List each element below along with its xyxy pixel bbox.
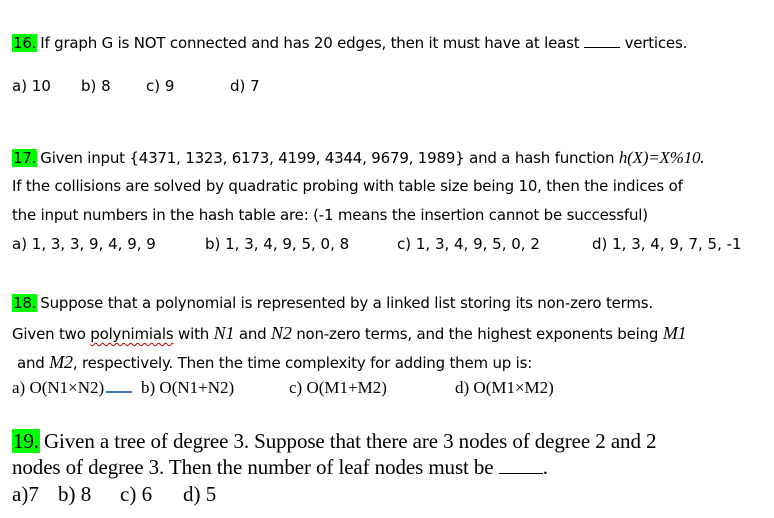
q18-option-b: b) O(N1+N2) [141,378,235,397]
q16-option-d: d) 7 [230,77,260,95]
q17-number: 17. [13,149,37,167]
q18-misspelled-word: polynimials [90,325,174,343]
q19-blank [499,457,543,474]
q16-number: 16. [13,34,37,52]
q19-option-a: a)7 [12,482,39,506]
q16-stem: If graph G is NOT connected and has 20 edges, then it must have at least [40,34,580,52]
q17-line-1 [12,148,704,168]
q19-option-c: c) 6 [120,482,153,506]
q17-option-c: c) 1, 3, 4, 9, 5, 0, 2 [397,235,540,253]
q18-option-d: d) O(M1×M2) [455,378,554,397]
q19-option-d: d) 5 [183,482,217,506]
q17-option-d: d) 1, 3, 4, 9, 7, 5, -1 [592,235,742,253]
q19-option-b: b) 8 [58,482,92,506]
q17-line-2: If the collisions are solved by quadratic probing with table size being 10, then the indices of [12,177,683,195]
q16-option-b: b) 8 [81,77,111,95]
q18-text: non-zero terms, and the highest exponents being [296,325,659,343]
q18-text: and [17,354,45,372]
q18-line-1 [12,294,653,312]
q19-number: 19. [13,429,39,453]
q16-option-a: a) 10 [12,77,51,95]
q18-option-a-text: a) O(N1×N2) [12,378,105,397]
q18-option-c: c) O(M1+M2) [289,378,387,397]
q18-line-3 [17,352,532,373]
q16-text [12,34,687,52]
q18-option-a [12,378,132,398]
q17-stem: Given input {4371, 1323, 6173, 4199, 4344, 9679, 1989} and a hash function [40,149,615,167]
q18-text: Given two [12,325,86,343]
q18-text: and [238,325,267,343]
q17-option-b: b) 1, 3, 4, 9, 5, 0, 8 [205,235,350,253]
q16-blank [584,35,620,48]
q19-line-2 [12,455,548,480]
q16-option-c: c) 9 [146,77,175,95]
q18-text: , respectively. Then the time complexity for adding them up is: [72,354,533,372]
q18-stem: Suppose that a polynomial is represented by a linked list storing its non-zero terms. [40,294,653,312]
q18-number: 18. [13,294,37,312]
q18-m1: M1 [662,323,687,343]
q18-m2: M2 [49,352,73,372]
q18-line-2 [12,323,686,344]
q17-option-a: a) 1, 3, 3, 9, 4, 9, 9 [12,235,156,253]
q19-text: nodes of degree 3. Then the number of leaf nodes must be [12,455,494,479]
q17-line-3: the input numbers in the hash table are: (-1 means the insertion cannot be successful) [12,206,648,224]
q18-n2: N2 [271,323,292,343]
text-cursor [106,379,132,393]
q16-stem-end: vertices. [624,34,688,52]
q18-text: with [178,325,210,343]
q17-hash-function: h(X)=X%10. [618,148,705,167]
q19-line-1 [12,429,656,454]
q19-stem: Given a tree of degree 3. Suppose that there are 3 nodes of degree 2 and 2 [43,429,657,453]
q19-text: . [542,455,548,479]
q18-n1: N1 [213,323,235,343]
